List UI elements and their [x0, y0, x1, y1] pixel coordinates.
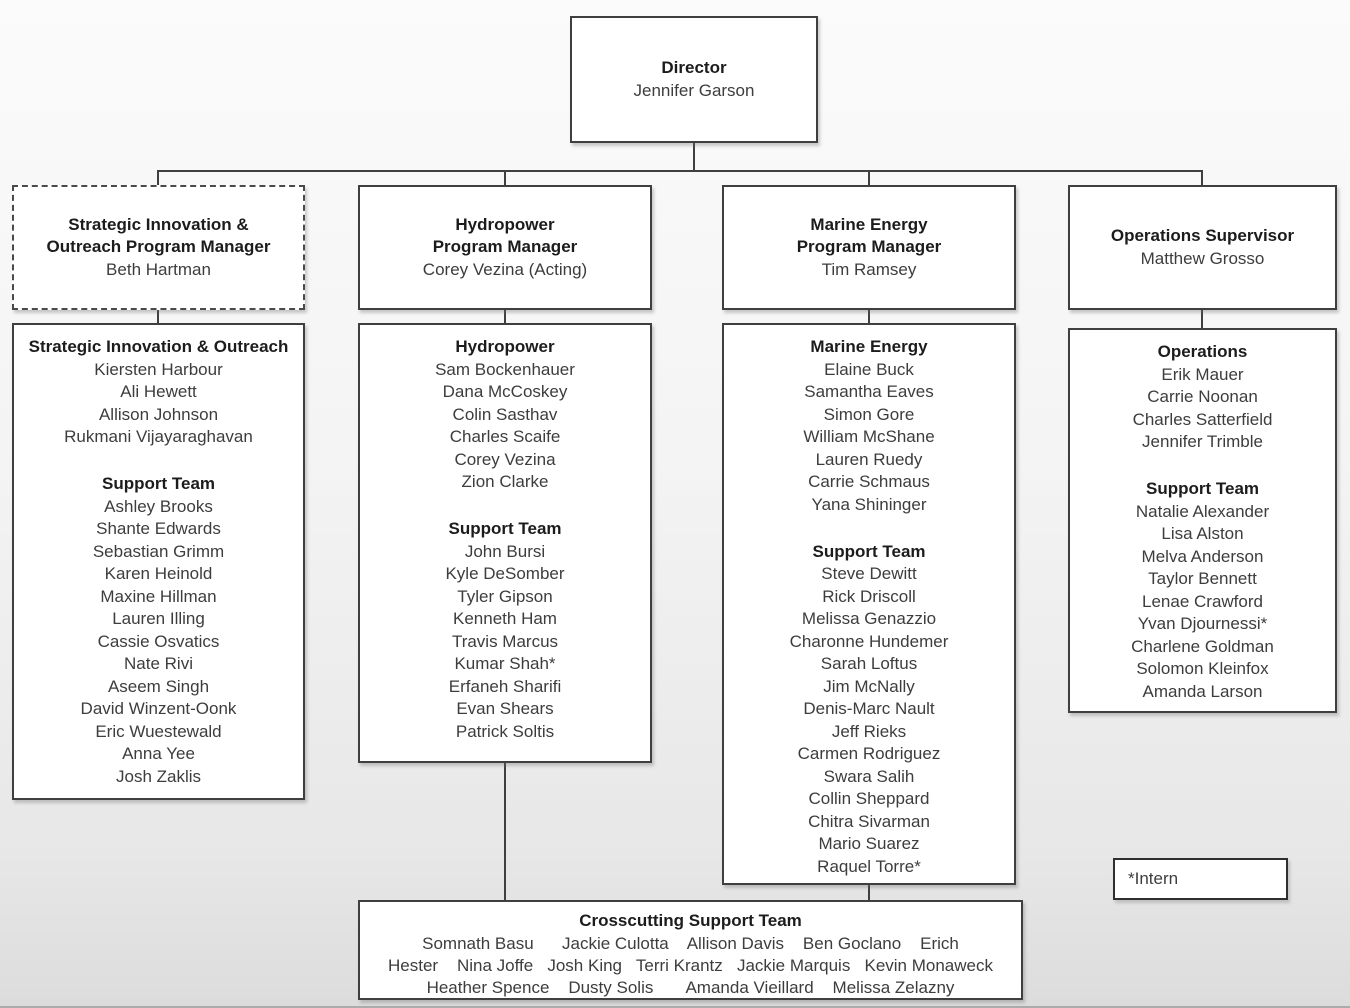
team-member: Chitra Sivarman	[808, 811, 930, 831]
team-member: Josh Zaklis	[115, 766, 202, 786]
team-member: Sebastian Grimm	[92, 541, 225, 561]
team-member: Simon Gore	[823, 404, 915, 424]
team-member: Eric Wuestewald	[95, 721, 222, 741]
spacer	[14, 449, 303, 472]
team-box-hydropower	[358, 323, 652, 763]
connector-line	[868, 310, 870, 323]
team-box-strategic	[12, 323, 305, 800]
team-member: Erik Mauer	[1161, 364, 1244, 384]
team-member: Solomon Kleinfox	[1136, 659, 1269, 678]
team-member: Aseem Singh	[107, 676, 210, 696]
team-member: Karen Heinold	[104, 564, 213, 583]
team-member: Kyle DeSomber	[445, 564, 565, 583]
manager-box-hydropower	[358, 185, 652, 310]
support-team-title: Support Team	[1145, 479, 1260, 498]
team-member: Mario Suarez	[818, 834, 920, 853]
team-member: Yvan Djournessi*	[1137, 614, 1268, 633]
manager-box-marine-energy	[722, 185, 1016, 310]
team-member: Ashley Brooks	[104, 496, 213, 516]
support-team-title: Support Team	[812, 541, 926, 561]
team-member: Erfaneh Sharifi	[448, 676, 562, 696]
team-member: Rukmani Vijayaraghavan	[64, 427, 253, 446]
team-member: Raquel Torre*	[817, 856, 921, 876]
team-member: Jeff Rieks	[831, 721, 907, 741]
team-member: Carmen Rodriguez	[797, 744, 941, 763]
team-member: Lenae Crawford	[1142, 591, 1263, 611]
team-member: Kenneth Ham	[453, 609, 557, 628]
team-member: Jim McNally	[823, 676, 915, 696]
team-member: Carrie Noonan	[1147, 387, 1258, 406]
support-member-list	[14, 496, 303, 789]
team-member: Anna Yee	[122, 744, 195, 763]
team-member: Allison Johnson	[98, 404, 219, 424]
connector-line	[157, 170, 1203, 172]
team-member: Patrick Soltis	[455, 721, 555, 741]
spacer	[1070, 454, 1335, 477]
manager-box-operations	[1068, 185, 1337, 310]
manager-title-line: Operations Supervisor	[1110, 226, 1295, 245]
team-title: Marine Energy	[810, 337, 928, 356]
team-member: Charles Satterfield	[1132, 409, 1273, 429]
team-member: Rick Driscoll	[822, 586, 916, 606]
support-member-list	[724, 563, 1014, 878]
connector-line	[157, 310, 159, 323]
team-member: Travis Marcus	[451, 631, 559, 651]
team-member: Denis-Marc Nault	[803, 699, 935, 718]
team-member: David Winzent-Oonk	[80, 699, 237, 718]
manager-title-line: Program Manager	[796, 237, 942, 257]
team-member: Tyler Gipson	[457, 586, 553, 606]
team-member: Carrie Schmaus	[808, 472, 930, 491]
manager-name: Tim Ramsey	[821, 259, 917, 279]
manager-title-line: Program Manager	[432, 237, 578, 257]
team-member: Swara Salih	[823, 766, 915, 786]
connector-line	[693, 143, 695, 172]
team-member-list	[724, 359, 1014, 517]
crosscutting-names-line: Heather Spence Dusty Solis Amanda Vieillard Melissa Zelazny	[426, 977, 955, 997]
team-member: Jennifer Trimble	[1142, 432, 1263, 451]
team-member: Colin Sasthav	[452, 404, 558, 424]
crosscutting-support-team-box	[358, 900, 1023, 1000]
team-member: Kumar Shah*	[454, 654, 556, 673]
connector-line	[504, 310, 506, 323]
team-member-list	[1070, 364, 1335, 454]
team-member: Evan Shears	[456, 699, 554, 718]
team-member: Melva Anderson	[1141, 546, 1264, 566]
team-member: Yana Shininger	[811, 494, 927, 514]
team-member: John Bursi	[464, 541, 546, 561]
team-member: Natalie Alexander	[1135, 501, 1270, 521]
team-member: Ali Hewett	[120, 382, 197, 401]
team-member: Shante Edwards	[96, 519, 221, 538]
team-member: Sam Bockenhauer	[435, 359, 575, 379]
support-team-title: Support Team	[101, 474, 216, 493]
support-member-list	[360, 541, 650, 744]
manager-title-line: Marine Energy	[810, 214, 928, 234]
team-member: Lisa Alston	[1161, 524, 1244, 543]
connector-line	[504, 763, 506, 900]
intern-legend-text: *Intern	[1128, 869, 1179, 888]
manager-title-line: Outreach Program Manager	[46, 237, 271, 257]
manager-name: Matthew Grosso	[1140, 248, 1265, 268]
connector-line	[1201, 172, 1203, 185]
team-box-operations	[1068, 328, 1337, 713]
intern-legend-box	[1113, 858, 1288, 900]
team-member: Steve Dewitt	[821, 564, 917, 583]
team-member: William McShane	[803, 427, 935, 446]
spacer	[360, 494, 650, 517]
team-member: Corey Vezina	[454, 449, 556, 469]
team-member-list	[14, 359, 303, 449]
team-title: Hydropower	[455, 337, 555, 356]
team-member: Melissa Genazzio	[801, 609, 937, 628]
spacer	[724, 516, 1014, 539]
manager-title-line: Hydropower	[455, 214, 555, 234]
connector-line	[868, 172, 870, 185]
team-member: Taylor Bennett	[1148, 569, 1257, 588]
team-title: Strategic Innovation & Outreach	[28, 337, 289, 356]
manager-box-strategic	[12, 185, 305, 310]
support-team-title: Support Team	[448, 519, 562, 538]
connector-line	[1201, 310, 1203, 328]
director-name: Jennifer Garson	[633, 80, 755, 100]
crosscutting-names-line: Hester Nina Joffe Josh King Terri Krantz Jackie Marquis Kevin Monaweck	[387, 955, 993, 975]
team-member: Amanda Larson	[1142, 681, 1263, 701]
crosscutting-names-line: Somnath Basu Jackie Culotta Allison Davis Ben Goclano Erich	[422, 933, 959, 953]
team-member: Zion Clarke	[461, 472, 549, 491]
connector-line	[504, 172, 506, 185]
team-member: Samantha Eaves	[804, 382, 934, 401]
team-member: Sarah Loftus	[820, 654, 918, 673]
team-member: Lauren Illing	[112, 609, 205, 628]
team-member: Dana McCoskey	[442, 382, 568, 401]
director-title: Director	[661, 58, 727, 77]
team-member: Charles Scaife	[449, 427, 561, 446]
team-member: Lauren Ruedy	[815, 449, 923, 469]
connector-line	[157, 172, 159, 185]
crosscutting-title: Crosscutting Support Team	[579, 911, 802, 930]
connector-line	[868, 885, 870, 900]
manager-name: Corey Vezina (Acting)	[422, 259, 588, 279]
team-member: Charonne Hundemer	[789, 631, 949, 651]
team-member: Charlene Goldman	[1131, 636, 1274, 656]
team-member: Collin Sheppard	[808, 789, 930, 808]
team-member-list	[360, 359, 650, 494]
team-member: Cassie Osvatics	[97, 631, 220, 651]
team-box-marine-energy	[722, 323, 1016, 885]
team-member: Kiersten Harbour	[94, 359, 223, 379]
manager-name: Beth Hartman	[106, 259, 211, 279]
team-title: Operations	[1157, 342, 1248, 361]
team-member: Nate Rivi	[124, 654, 193, 673]
team-member: Maxine Hillman	[100, 586, 217, 606]
director-box	[570, 16, 818, 143]
manager-title-line: Strategic Innovation &	[68, 214, 249, 234]
team-member: Elaine Buck	[824, 359, 914, 379]
support-member-list	[1070, 501, 1335, 704]
